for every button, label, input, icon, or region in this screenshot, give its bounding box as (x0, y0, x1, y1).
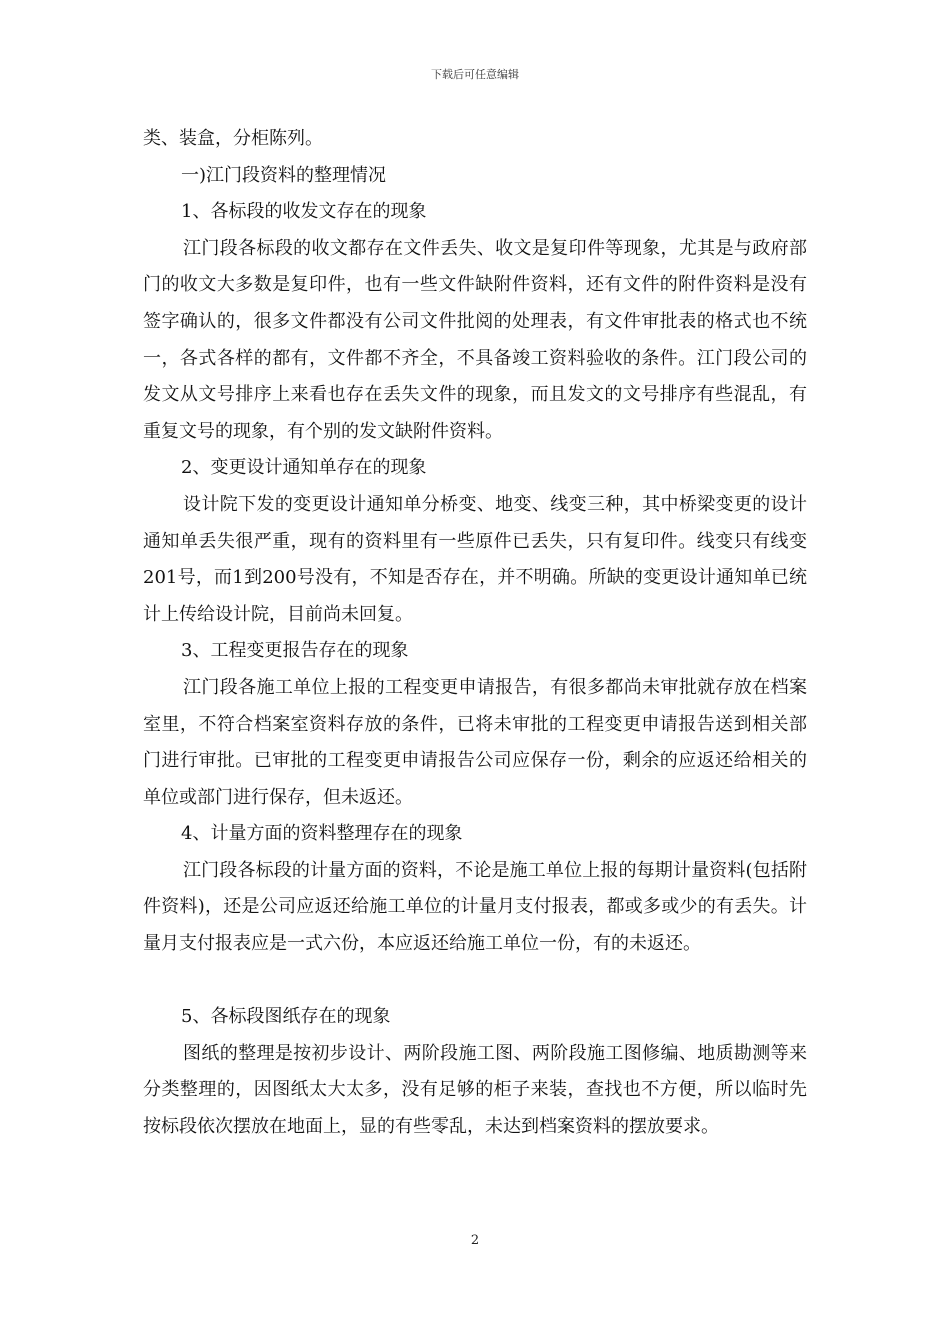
section-heading-jiangmen: 一)江门段资料的整理情况 (181, 164, 387, 186)
subheading-1: 1、各标段的收发文存在的现象 (181, 201, 427, 223)
subheading-4: 4、计量方面的资料整理存在的现象 (181, 823, 463, 845)
subheading-2: 2、变更设计通知单存在的现象 (181, 457, 427, 479)
paragraph-1: 江门段各标段的收文都存在文件丢失、收文是复印件等现象，尤其是与政府部门的收文大多数是复印件，也有一些文件缺附件资料，还有文件的附件资料是没有签字确认的，很多文件都没有公司文件批阅的处理表，有文件审批表的格式也不统一，各式各样的都有，文件都不齐全，不具备竣工资料验收的条件。江门段公司的发文从文号排序上来看也存在丢失文件的现象，而且发文的文号排序有些混乱，有重复文号的现象，有个别的发文缺附件资料。 (143, 237, 807, 442)
subheading-5: 5、各标段图纸存在的现象 (181, 1006, 391, 1028)
document-body (143, 121, 807, 1146)
paragraph-3: 江门段各施工单位上报的工程变更申请报告，有很多都尚未审批就存放在档案室里，不符合档案室资料存放的条件，已将未审批的工程变更申请报告送到相关部门进行审批。已审批的工程变更申请报告公司应保存一份，剩余的应返还给相关的单位或部门进行保存，但未返还。 (143, 676, 807, 808)
paragraph-2: 设计院下发的变更设计通知单分桥变、地变、线变三种，其中桥梁变更的设计通知单丢失很严重，现有的资料里有一些原件已丢失，只有复印件。线变只有线变201号，而1到200号没有，不知是否存在，并不明确。所缺的变更设计通知单已统计上传给设计院，目前尚未回复。 (143, 493, 807, 625)
page-number: 2 (470, 1233, 480, 1248)
paragraph-5: 图纸的整理是按初步设计、两阶段施工图、两阶段施工图修编、地质勘测等来分类整理的，因图纸太大太多，没有足够的柜子来装，查找也不方便，所以临时先按标段依次摆放在地面上，显的有些零乱，未达到档案资料的摆放要求。 (143, 1042, 807, 1138)
subheading-3: 3、工程变更报告存在的现象 (181, 640, 409, 662)
page-header: 下载后可任意编辑 (431, 68, 519, 81)
paragraph-continuation: 类、装盒，分柜陈列。 (143, 128, 323, 149)
blank-line (143, 963, 807, 1000)
paragraph-4: 江门段各标段的计量方面的资料，不论是施工单位上报的每期计量资料(包括附件资料)，还是公司应返还给施工单位的计量月支付报表，都或多或少的有丢失。计量月支付报表应是一式六份，本应返还给施工单位一份，有的未返还。 (143, 859, 807, 955)
